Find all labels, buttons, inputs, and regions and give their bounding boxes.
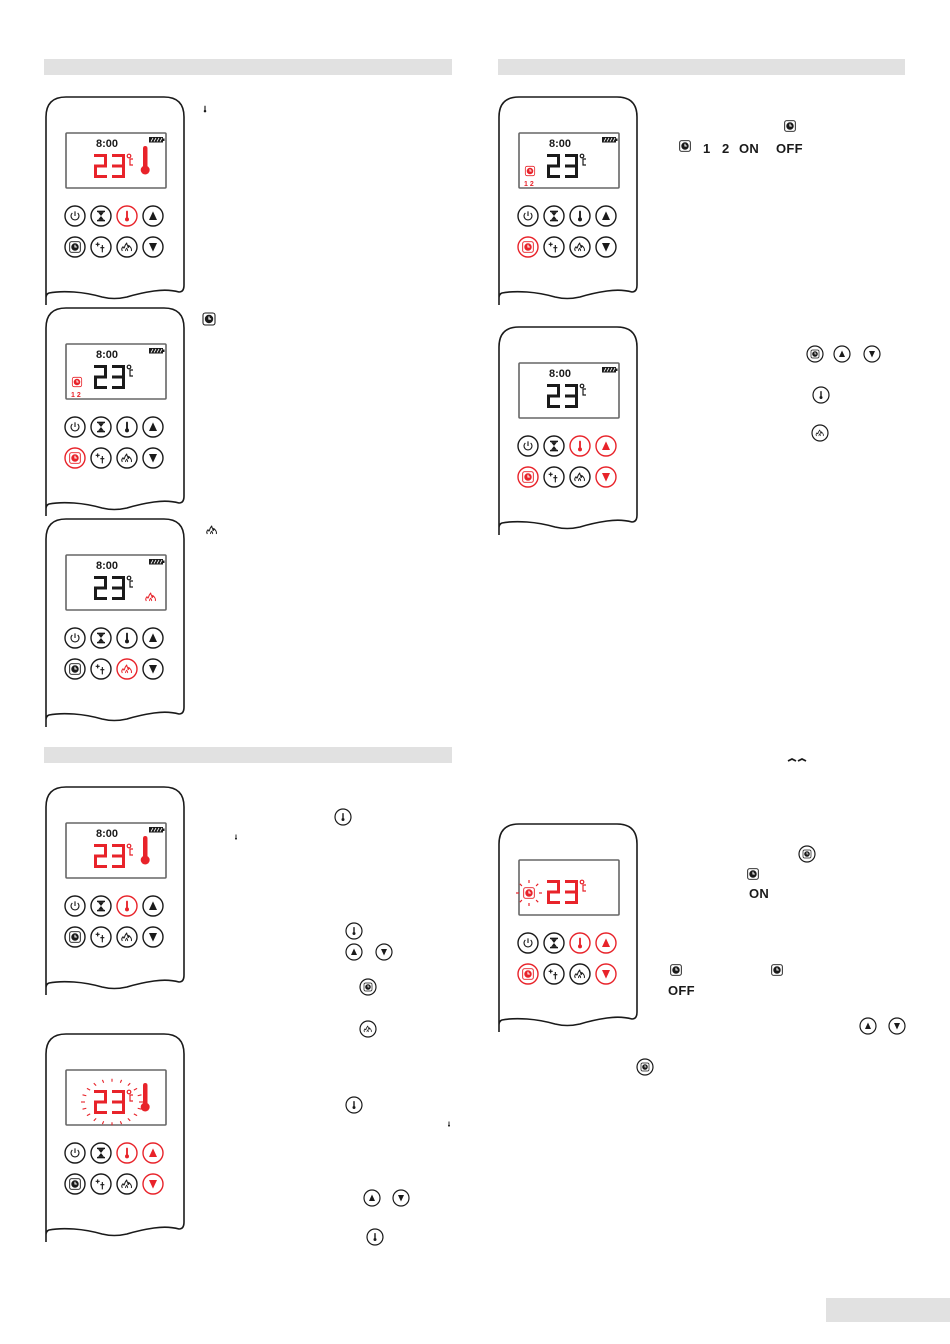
thermometer-icon bbox=[200, 101, 210, 117]
arrow-down-button[interactable] bbox=[143, 448, 163, 468]
lcd-display bbox=[66, 823, 166, 878]
arrow-up-icon bbox=[859, 1017, 877, 1035]
flame-button[interactable] bbox=[117, 1174, 137, 1194]
arrow-up-button[interactable] bbox=[143, 206, 163, 226]
thermometer-button[interactable] bbox=[117, 896, 137, 916]
arrow-up-button[interactable] bbox=[143, 417, 163, 437]
flame-button[interactable] bbox=[117, 927, 137, 947]
clock-readout: 8:00 bbox=[96, 560, 119, 572]
timer-button[interactable] bbox=[65, 927, 85, 947]
clock-readout: 8:00 bbox=[549, 138, 572, 150]
power-button[interactable] bbox=[65, 206, 85, 226]
thermostat-plus-button[interactable] bbox=[91, 927, 111, 947]
flame-icon bbox=[359, 1020, 377, 1038]
arrow-down-button[interactable] bbox=[596, 467, 616, 487]
timer-icon bbox=[806, 345, 824, 363]
arrow-up-icon bbox=[345, 943, 363, 961]
battery-icon bbox=[149, 559, 165, 565]
arrow-up-button[interactable] bbox=[143, 896, 163, 916]
flame-icon bbox=[811, 424, 829, 442]
thermometer-button[interactable] bbox=[117, 417, 137, 437]
on-label: ON bbox=[749, 886, 770, 901]
arrow-down-icon bbox=[375, 943, 393, 961]
thermometer-button[interactable] bbox=[570, 933, 590, 953]
remote-control-illustration bbox=[44, 1032, 186, 1242]
arrow-up-button[interactable] bbox=[143, 1143, 163, 1163]
clock-readout: 8:00 bbox=[96, 828, 119, 840]
remote-control-illustration bbox=[497, 822, 639, 1032]
thermometer-icon bbox=[366, 1228, 384, 1246]
lcd-display bbox=[519, 133, 619, 188]
thermostat-plus-button[interactable] bbox=[91, 237, 111, 257]
arrow-down-button[interactable] bbox=[143, 1174, 163, 1194]
remote-control-illustration bbox=[44, 785, 186, 995]
arrow-up-button[interactable] bbox=[596, 206, 616, 226]
hourglass-button[interactable] bbox=[91, 628, 111, 648]
timer-icon bbox=[745, 866, 761, 882]
flame-button[interactable] bbox=[117, 659, 137, 679]
flame-button[interactable] bbox=[117, 448, 137, 468]
flame-button[interactable] bbox=[570, 467, 590, 487]
arrow-down-button[interactable] bbox=[596, 237, 616, 257]
power-button[interactable] bbox=[518, 206, 538, 226]
page-number-tab bbox=[826, 1298, 950, 1322]
thermostat-plus-button[interactable] bbox=[544, 467, 564, 487]
lcd-display bbox=[66, 1070, 166, 1125]
section-header-bar bbox=[44, 747, 452, 763]
thermostat-plus-button[interactable] bbox=[91, 1174, 111, 1194]
hourglass-button[interactable] bbox=[544, 206, 564, 226]
arrow-down-button[interactable] bbox=[143, 237, 163, 257]
thermometer-icon bbox=[232, 829, 240, 845]
hourglass-button[interactable] bbox=[544, 933, 564, 953]
thermostat-plus-button[interactable] bbox=[544, 237, 564, 257]
timer-one-label: 1 bbox=[703, 141, 711, 156]
remote-control-illustration bbox=[497, 325, 639, 535]
off-label: OFF bbox=[776, 141, 803, 156]
thermometer-button[interactable] bbox=[570, 436, 590, 456]
timer-icon bbox=[798, 845, 816, 863]
thermostat-plus-button[interactable] bbox=[544, 964, 564, 984]
timer-icon bbox=[769, 962, 785, 978]
remote-control-illustration bbox=[44, 306, 186, 516]
battery-icon bbox=[149, 348, 165, 354]
arrow-down-icon bbox=[392, 1189, 410, 1207]
power-button[interactable] bbox=[65, 1143, 85, 1163]
arrow-up-button[interactable] bbox=[596, 933, 616, 953]
thermometer-icon bbox=[345, 922, 363, 940]
timer-button[interactable] bbox=[518, 467, 538, 487]
power-button[interactable] bbox=[65, 896, 85, 916]
timer-icon bbox=[636, 1058, 654, 1076]
battery-icon bbox=[149, 827, 165, 833]
timer-icon bbox=[200, 310, 218, 328]
hourglass-button[interactable] bbox=[544, 436, 564, 456]
flame-icon bbox=[201, 522, 223, 538]
svg-text:1 2: 1 2 bbox=[524, 181, 534, 188]
arrow-up-icon bbox=[363, 1189, 381, 1207]
battery-icon bbox=[149, 137, 165, 143]
arrow-up-icon bbox=[833, 345, 851, 363]
timer-icon bbox=[677, 138, 693, 154]
arrow-down-button[interactable] bbox=[596, 964, 616, 984]
lcd-display bbox=[66, 344, 166, 399]
hourglass-button[interactable] bbox=[91, 1143, 111, 1163]
timer-button[interactable] bbox=[65, 659, 85, 679]
timer-button[interactable] bbox=[65, 237, 85, 257]
remote-control-illustration bbox=[44, 95, 186, 305]
thermometer-button[interactable] bbox=[117, 628, 137, 648]
timer-button[interactable] bbox=[65, 448, 85, 468]
timer-button[interactable] bbox=[518, 964, 538, 984]
hourglass-button[interactable] bbox=[91, 896, 111, 916]
timer-button[interactable] bbox=[65, 1174, 85, 1194]
arrow-up-button[interactable] bbox=[143, 628, 163, 648]
power-button[interactable] bbox=[65, 628, 85, 648]
arrow-up-button[interactable] bbox=[596, 436, 616, 456]
thermometer-button[interactable] bbox=[117, 206, 137, 226]
remote-control-illustration bbox=[497, 95, 639, 305]
flame-button[interactable] bbox=[570, 964, 590, 984]
power-button[interactable] bbox=[518, 436, 538, 456]
battery-icon bbox=[602, 137, 618, 143]
hourglass-button[interactable] bbox=[91, 206, 111, 226]
remote-control-illustration bbox=[44, 517, 186, 727]
lcd-display bbox=[66, 133, 166, 188]
section-header-bar bbox=[44, 59, 452, 75]
power-button[interactable] bbox=[65, 417, 85, 437]
on-label: ON bbox=[739, 141, 760, 156]
lcd-display bbox=[519, 363, 619, 418]
timer-two-label: 2 bbox=[722, 141, 730, 156]
thermometer-button[interactable] bbox=[570, 206, 590, 226]
thermometer-icon bbox=[445, 1116, 453, 1132]
clock-readout: 8:00 bbox=[96, 138, 119, 150]
off-label: OFF bbox=[668, 983, 695, 998]
power-button[interactable] bbox=[518, 933, 538, 953]
clock-readout: 8:00 bbox=[549, 368, 572, 380]
timer-icon bbox=[668, 962, 684, 978]
flame-button[interactable] bbox=[570, 237, 590, 257]
flame-button[interactable] bbox=[117, 237, 137, 257]
timer-icon bbox=[782, 118, 798, 134]
timer-button[interactable] bbox=[518, 237, 538, 257]
thermometer-button[interactable] bbox=[117, 1143, 137, 1163]
arrow-down-button[interactable] bbox=[143, 927, 163, 947]
lcd-display bbox=[66, 555, 166, 610]
battery-icon bbox=[602, 367, 618, 373]
svg-text:1 2: 1 2 bbox=[71, 392, 81, 399]
section-header-bar bbox=[498, 59, 905, 75]
arrow-down-icon bbox=[888, 1017, 906, 1035]
lcd-display bbox=[516, 860, 619, 915]
double-dash-icon bbox=[787, 757, 807, 765]
arrow-down-icon bbox=[863, 345, 881, 363]
thermometer-icon bbox=[334, 808, 352, 826]
thermometer-icon bbox=[345, 1096, 363, 1114]
thermostat-plus-button[interactable] bbox=[91, 448, 111, 468]
arrow-down-button[interactable] bbox=[143, 659, 163, 679]
hourglass-button[interactable] bbox=[91, 417, 111, 437]
clock-readout: 8:00 bbox=[96, 349, 119, 361]
thermostat-plus-button[interactable] bbox=[91, 659, 111, 679]
thermometer-icon bbox=[812, 386, 830, 404]
timer-icon bbox=[359, 978, 377, 996]
